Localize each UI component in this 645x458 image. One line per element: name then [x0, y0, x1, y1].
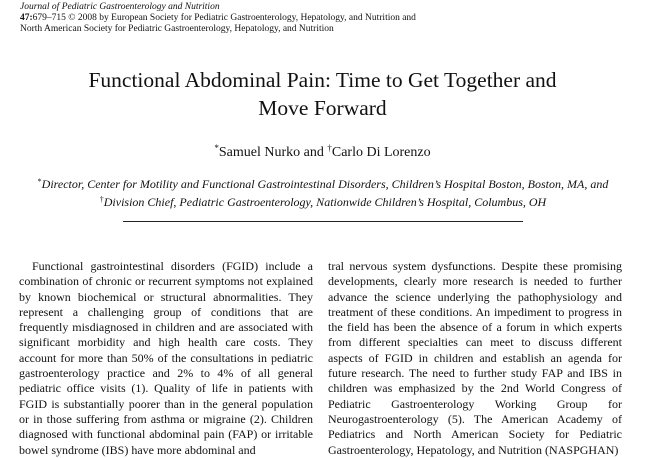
right-column-text: tral nervous system dysfunctions. Despite these promising developments, clearly more research is needed to further advance the science underlying the pathophysiology and treatment of these conditions. An impediment to progress in the field has been the absence of a forum in which experts from different specialties can meet to discuss different aspects of FGID in children and establish an agenda for future research. The need to further study FAP and IBS in children was emphasized by the 2nd World Congress of Pediatric Gastroenterology Working Group for Neurogastroenterology (5). The American Academy of Pediatrics and North American Society for Pediatric Gastroenterology, Hepatology, and Nutrition (NASPGHAN)	[328, 259, 622, 457]
journal-citation-line	[20, 2, 416, 24]
affil-mark-1: *	[37, 177, 42, 186]
affil-mark-2: †	[99, 195, 104, 204]
body-column-left	[19, 259, 313, 458]
affiliations	[18, 174, 628, 210]
title-line-2: Move Forward	[258, 96, 387, 120]
affil-text-2: Division Chief, Pediatric Gastroenterology, Nationwide Children’s Hospital, Columbus, OH	[103, 195, 547, 209]
divider-rule	[123, 221, 523, 222]
author2-mark: †	[327, 143, 332, 153]
journal-name: Journal of Pediatric Gastroenterology and Nutrition	[20, 2, 220, 12]
citation-copyright: 679–715 © 2008 by European Society for Pediatric Gastroenterology, Hepatology, and Nutrition and	[32, 13, 416, 23]
journal-header	[20, 2, 416, 35]
author1-name: Samuel Nurko and	[218, 145, 328, 160]
title-line-1: Functional Abdominal Pain: Time to Get Together and	[88, 68, 557, 92]
volume-pages: 47:	[20, 13, 33, 23]
affil-text-1: Director, Center for Motility and Functional Gastrointestinal Disorders, Children’s Hospital Boston, Boston, MA, and	[41, 177, 609, 191]
author-line	[0, 140, 645, 161]
society-line: North American Society for Pediatric Gastroenterology, Hepatology, and Nutrition	[20, 24, 334, 34]
body-column-right	[328, 259, 622, 458]
article-title	[0, 66, 645, 122]
author2-name: Carlo Di Lorenzo	[331, 145, 431, 160]
author1-mark: *	[214, 143, 219, 153]
left-column-text: Functional gastrointestinal disorders (FGID) include a combination of chronic or recurrent symptoms not explained by known biochemical or structural abnormalities. They represent a challenging group of conditions that are frequently misdiagnosed in children and are associated with significant morbidity and high health care costs. They account for more than 50% of the consultations in pediatric gastroenterology practice and 2% to 4% of all general pediatric office visits (1). Quality of life in patients with FGID is substantially poorer than in the general population or in those suffering from asthma or migraine (2). Children diagnosed with functional abdominal pain (FAP) or irritable bowel syndrome (IBS) have more abdominal and	[19, 259, 313, 457]
